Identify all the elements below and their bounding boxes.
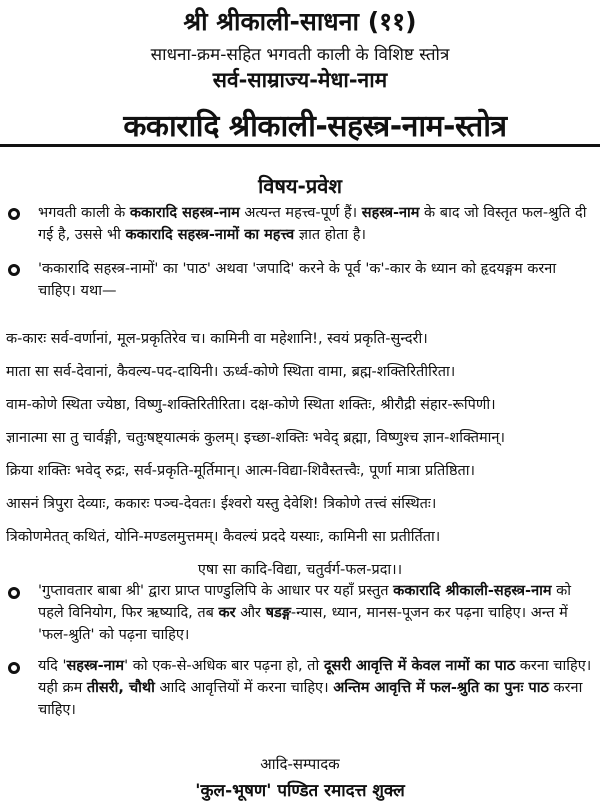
text-run: अत्यन्त महत्त्व-पूर्ण हैं। <box>239 205 362 221</box>
intro-paragraph-2 <box>38 258 594 302</box>
series-title: श्री श्रीकाली-साधना (११) <box>183 7 417 36</box>
editor-name: 'कुल-भूषण' पण्डित रमादत्त शुक्ल <box>195 781 405 801</box>
text-run-bold: ककारादि सहस्त्र-नामों का महत्त्व <box>125 227 295 243</box>
text-run: -न्यास, ध्यान, मानस-पूजन कर पढ़ना चाहिए। अन्त में 'फल-श्रुति' को पढ़ना चाहिए। <box>38 605 568 643</box>
text-run: को पहले विनियोग, फिर ऋष्यादि, तब <box>38 583 572 621</box>
text-run-bold: सहस्त्र-नाम <box>66 658 125 674</box>
text-run: 'गुप्तावतार बाबा श्री' द्वारा प्राप्त पाण्डुलिपि के आधार पर यहाँ प्रस्तुत <box>38 583 394 599</box>
text-run: ज्ञात होता है। <box>294 227 366 243</box>
text-run: और <box>235 605 266 621</box>
name-line: सर्व-साम्राज्य-मेधा-नाम <box>212 68 388 92</box>
verse-line-final: एषा सा कादि-विद्या, चतुर्वर्ग-फल-प्रदा।। <box>197 562 403 578</box>
verse-line: आसनं त्रिपुरा देव्याः, ककारः पञ्च-देवतः। ईश्वरो यस्तु देवेशि! त्रिकोणे तत्त्वं संस्थितः। <box>6 496 437 512</box>
text-run-bold: कर <box>218 605 236 621</box>
note-paragraph-1 <box>38 580 594 646</box>
text-run-bold: अन्तिम आवृत्ति में फल-श्रुति का पुनः पाठ <box>333 680 549 696</box>
verse-line: ज्ञानात्मा सा तु चार्वङ्गी, चतुःषष्ट्यात्मकं कुलम्। इच्छा-शक्तिः भवेद् ब्रह्मा, विष्णुश्च ज्ञान-शक्तिमान्। <box>6 430 505 446</box>
intro-paragraph-1 <box>38 202 594 246</box>
bullet-icon <box>8 208 20 220</box>
text-run: 'ककारादि सहस्त्र-नामों' का 'पाठ' अथवा 'जपादि' करने के पूर्व 'क'-कार के ध्यान को हृदयङ्गम करना चाहिए। यथा— <box>38 261 557 299</box>
text-run-bold: ककारादि सहस्त्र-नाम <box>129 205 240 221</box>
section-title: विषय-प्रवेश <box>258 174 342 198</box>
verse-line: माता सा सर्व-देवानां, कैवल्य-पद-दायिनी। ऊर्ध्व-कोणे स्थिता वामा, ब्रह्म-शक्तिरितीरिता। <box>6 364 456 380</box>
text-run-bold: तीसरी, चौथी <box>86 680 155 696</box>
bullet-icon <box>8 264 20 276</box>
main-title: ककारादि श्रीकाली-सहस्त्र-नाम-स्तोत्र <box>123 109 507 144</box>
text-run-bold: दूसरी आवृत्ति में केवल नामों का पाठ <box>323 658 516 674</box>
verse-line: वाम-कोणे स्थिता ज्येष्ठा, विष्णु-शक्तिरितीरिता। दक्ष-कोणे स्थिता शक्तिः, श्रीरौद्री संहार-रूपिणी। <box>6 397 496 413</box>
editor-role: आदि-सम्पादक <box>260 755 340 773</box>
text-run: आदि आवृत्तियों में करना चाहिए। <box>154 680 334 696</box>
bullet-icon <box>8 662 20 674</box>
text-run: करना चाहिए। यही क्रम <box>38 658 592 696</box>
bullet-icon <box>8 587 20 599</box>
verse-line: क्रिया शक्तिः भवेद् रुद्रः, सर्व-प्रकृति-मूर्तिमान्। आत्म-विद्या-शिवैस्तत्त्वैः, पूर्णा मात्रा प्रतिष्ठिता। <box>6 463 476 479</box>
text-run: ' को एक-से-अधिक बार पढ़ना हो, तो <box>124 658 324 674</box>
text-run-bold: षडङ्ग <box>265 605 291 621</box>
verse-line: क-कारः सर्व-वर्णानां, मूल-प्रकृतिरेव च। कामिनी वा महेशानि!, स्वयं प्रकृति-सुन्दरी। <box>6 331 428 347</box>
text-run: के बाद जो विस्तृत फल-श्रुति दी गई है, उससे भी <box>38 205 587 243</box>
verse-line: त्रिकोणमेतत् कथितं, योनि-मण्डलमुत्तमम्। कैवल्यं प्रददे यस्याः, कामिनी सा प्रतीर्तिता। <box>6 529 441 545</box>
text-run-bold: सहस्त्र-नाम <box>361 205 420 221</box>
note-paragraph-2 <box>38 655 594 721</box>
subtitle: साधना-क्रम-सहित भगवती काली के विशिष्ट स्तोत्र <box>150 45 450 65</box>
text-run-bold: ककारादि श्रीकाली-सहस्त्र-नाम <box>393 583 552 599</box>
text-run: करना चाहिए। <box>38 680 583 718</box>
title-divider <box>0 144 600 147</box>
text-run: भगवती काली के <box>38 205 130 221</box>
text-run: यदि ' <box>38 658 67 674</box>
